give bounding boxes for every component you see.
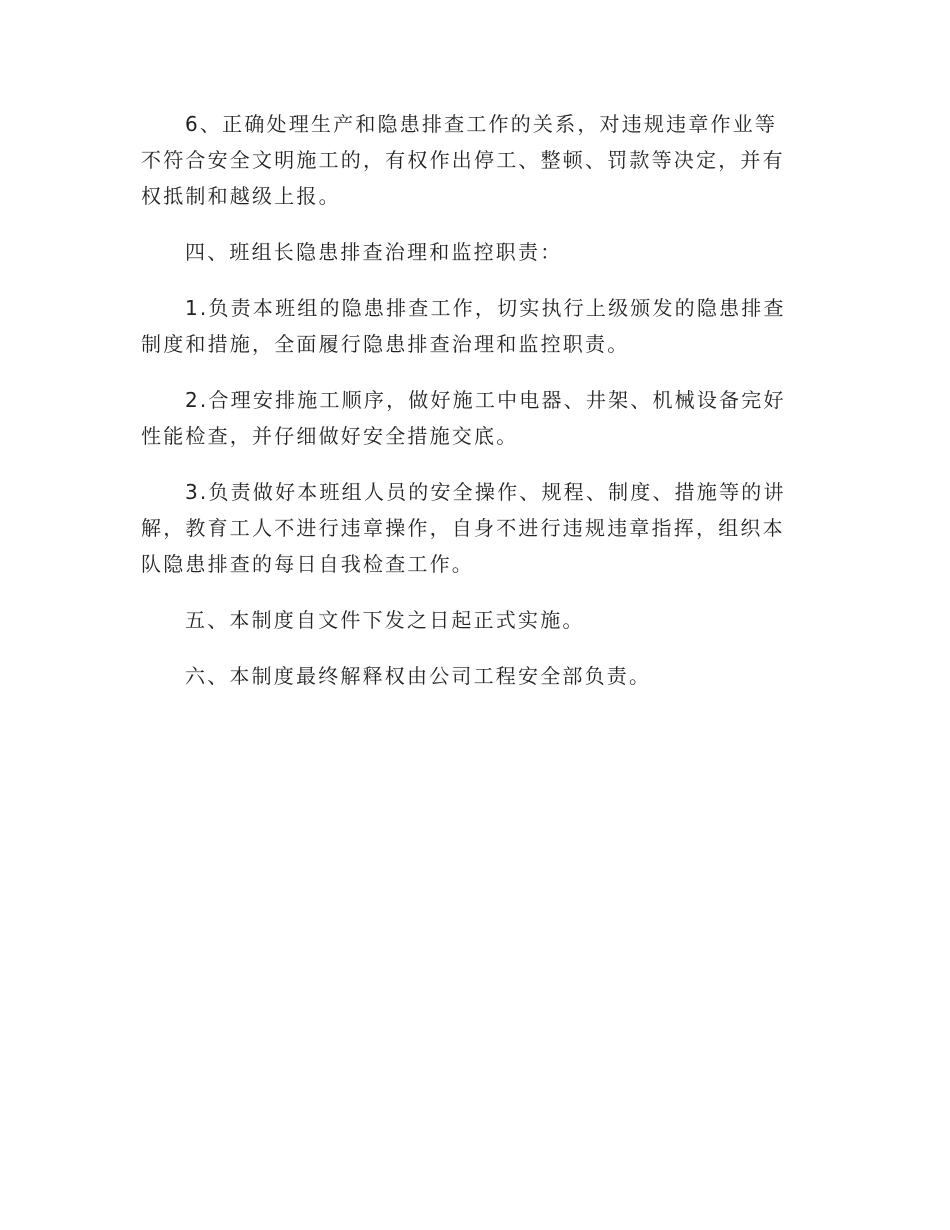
paragraph-section-6: 六、本制度最终解释权由公司工程安全部负责。 — [185, 664, 652, 688]
paragraph-item-6-responsibility: 6、正确处理生产和隐患排查工作的关系，对违规违章作业等不符合安全文明施工的，有权作出停工、整顿、罚款等决定，并有权抵制和越级上报。 — [141, 112, 785, 208]
section-heading-team-leader-duties: 四、班组长隐患排查治理和监控职责： — [185, 240, 563, 264]
paragraph-duty-2: 2.合理安排施工顺序，做好施工中电器、井架、机械设备完好性能检查，并仔细做好安全措施交底。 — [141, 388, 786, 448]
paragraph-duty-3: 3.负责做好本班组人员的安全操作、规程、制度、措施等的讲解，教育工人不进行违章操作，自身不进行违规违章指挥，组织本队隐患排查的每日自我检查工作。 — [141, 480, 786, 576]
document-body — [141, 106, 797, 694]
paragraph-duty-1: 1.负责本班组的隐患排查工作，切实执行上级颁发的隐患排查制度和措施，全面履行隐患排查治理和监控职责。 — [141, 296, 786, 356]
paragraph-section-5: 五、本制度自文件下发之日起正式实施。 — [185, 608, 585, 632]
